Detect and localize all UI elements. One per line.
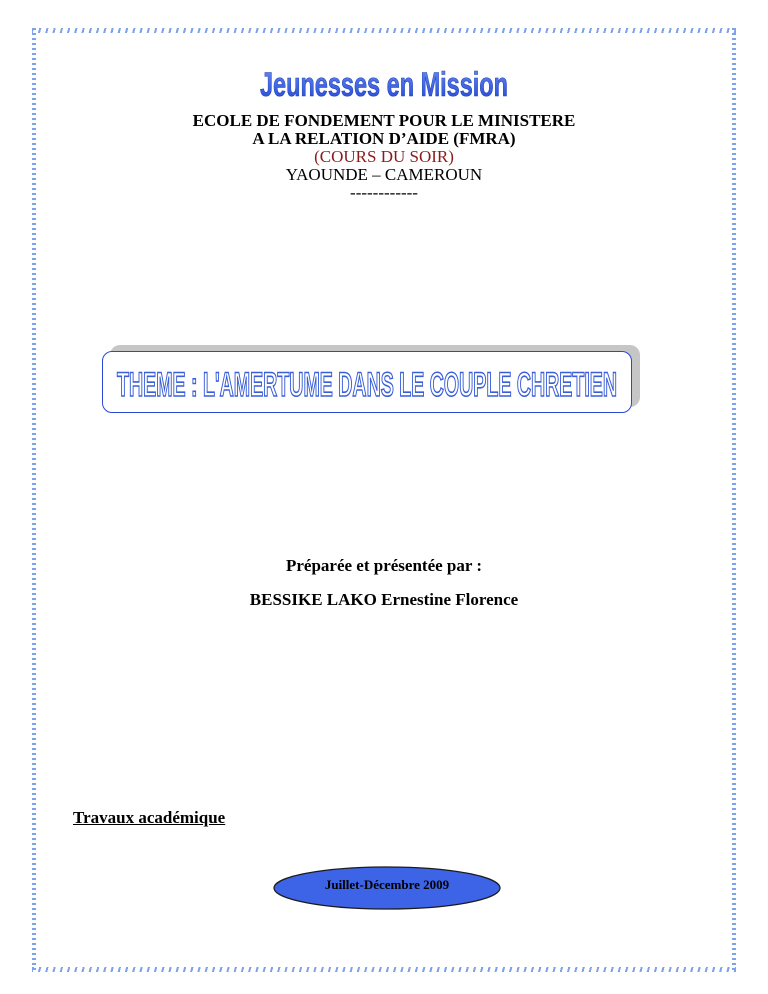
separator: ------------ bbox=[350, 183, 418, 202]
prepared-by-label: Préparée et présentée par : bbox=[285, 556, 483, 575]
border-top bbox=[32, 28, 736, 33]
school-header bbox=[0, 112, 768, 202]
school-name-line1: ECOLE DE FONDEMENT POUR LE MINISTERE bbox=[192, 111, 576, 130]
logo-text: Jeunesses en Mission bbox=[260, 66, 508, 104]
logo bbox=[0, 58, 768, 113]
school-name-line2: A LA RELATION D’AIDE (FMRA) bbox=[252, 129, 516, 148]
theme-box bbox=[102, 351, 632, 413]
author-name: BESSIKE LAKO Ernestine Florence bbox=[249, 590, 519, 609]
date-badge bbox=[271, 864, 503, 914]
date-badge-text: Juillet-Décembre 2009 bbox=[324, 877, 450, 892]
location: YAOUNDE – CAMEROUN bbox=[285, 165, 483, 184]
theme-title: THEME : L'AMERTUME DANS LE COUPLE CHRETIEN bbox=[117, 366, 617, 404]
border-bottom bbox=[32, 967, 736, 972]
academic-work-label: Travaux académique bbox=[73, 808, 226, 827]
course-type: (COURS DU SOIR) bbox=[314, 147, 454, 166]
